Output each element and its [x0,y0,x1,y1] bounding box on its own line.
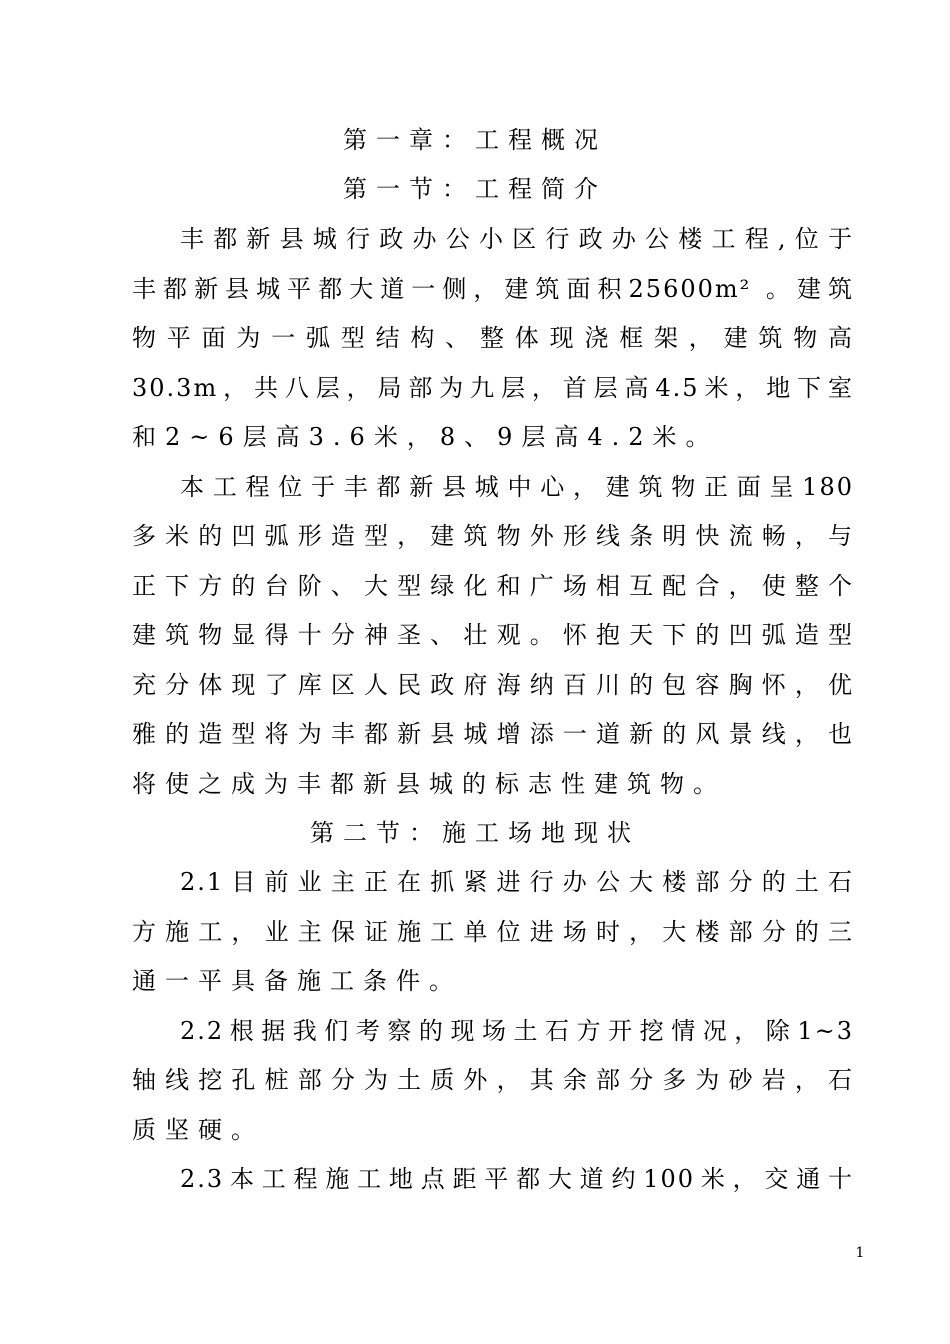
paragraph-line: 30.3m，共八层，局部为九层，首层高4.5米，地下室 [132,374,854,402]
paragraph-line: 物平面为一弧型结构、整体现浇框架，建筑物高 [132,324,854,352]
paragraph-line: 质坚硬。 [132,1116,264,1144]
paragraph-line: 将使之成为丰都新县城的标志性建筑物。 [132,770,726,798]
paragraph-line: 充分体现了库区人民政府海纳百川的包容胸怀，优 [132,671,854,699]
paragraph-line: 本工程位于丰都新县城中心，建筑物正面呈180 [180,473,854,501]
chapter-title: 第一章：工程概况 [343,126,607,154]
paragraph-line: 多米的凹弧形造型，建筑物外形线条明快流畅，与 [132,522,854,550]
paragraph-line: 2.1目前业主正在抓紧进行办公大楼部分的土石 [180,868,854,896]
paragraph-line: 正下方的台阶、大型绿化和广场相互配合，使整个 [132,572,854,600]
paragraph-line: 通一平具备施工条件。 [132,967,462,995]
paragraph-line: 雅的造型将为丰都新县城增添一道新的风景线，也 [132,720,854,748]
paragraph-line: 丰都新县城平都大道一侧，建筑面积25600m² 。建筑 [132,275,854,303]
page-number: 1 [855,1245,865,1261]
paragraph-line: 建筑物显得十分神圣、壮观。怀抱天下的凹弧造型 [132,621,854,649]
paragraph-line: 2.3本工程施工地点距平都大道约100米，交通十 [180,1165,854,1193]
section-title-site-status: 第二节：施工场地现状 [310,819,640,847]
paragraph-line: 轴线挖孔桩部分为土质外，其余部分多为砂岩，石 [132,1066,854,1094]
paragraph-line: 丰都新县城行政办公小区行政办公楼工程,位于 [180,225,854,253]
paragraph-line: 方施工，业主保证施工单位进场时，大楼部分的三 [132,918,854,946]
section-title-project-intro: 第一节：工程简介 [343,175,607,203]
paragraph-line: 和2~6层高3.6米，8、9层高4.2米。 [132,423,719,451]
paragraph-line: 2.2根据我们考察的现场土石方开挖情况，除1~3 [180,1017,854,1045]
